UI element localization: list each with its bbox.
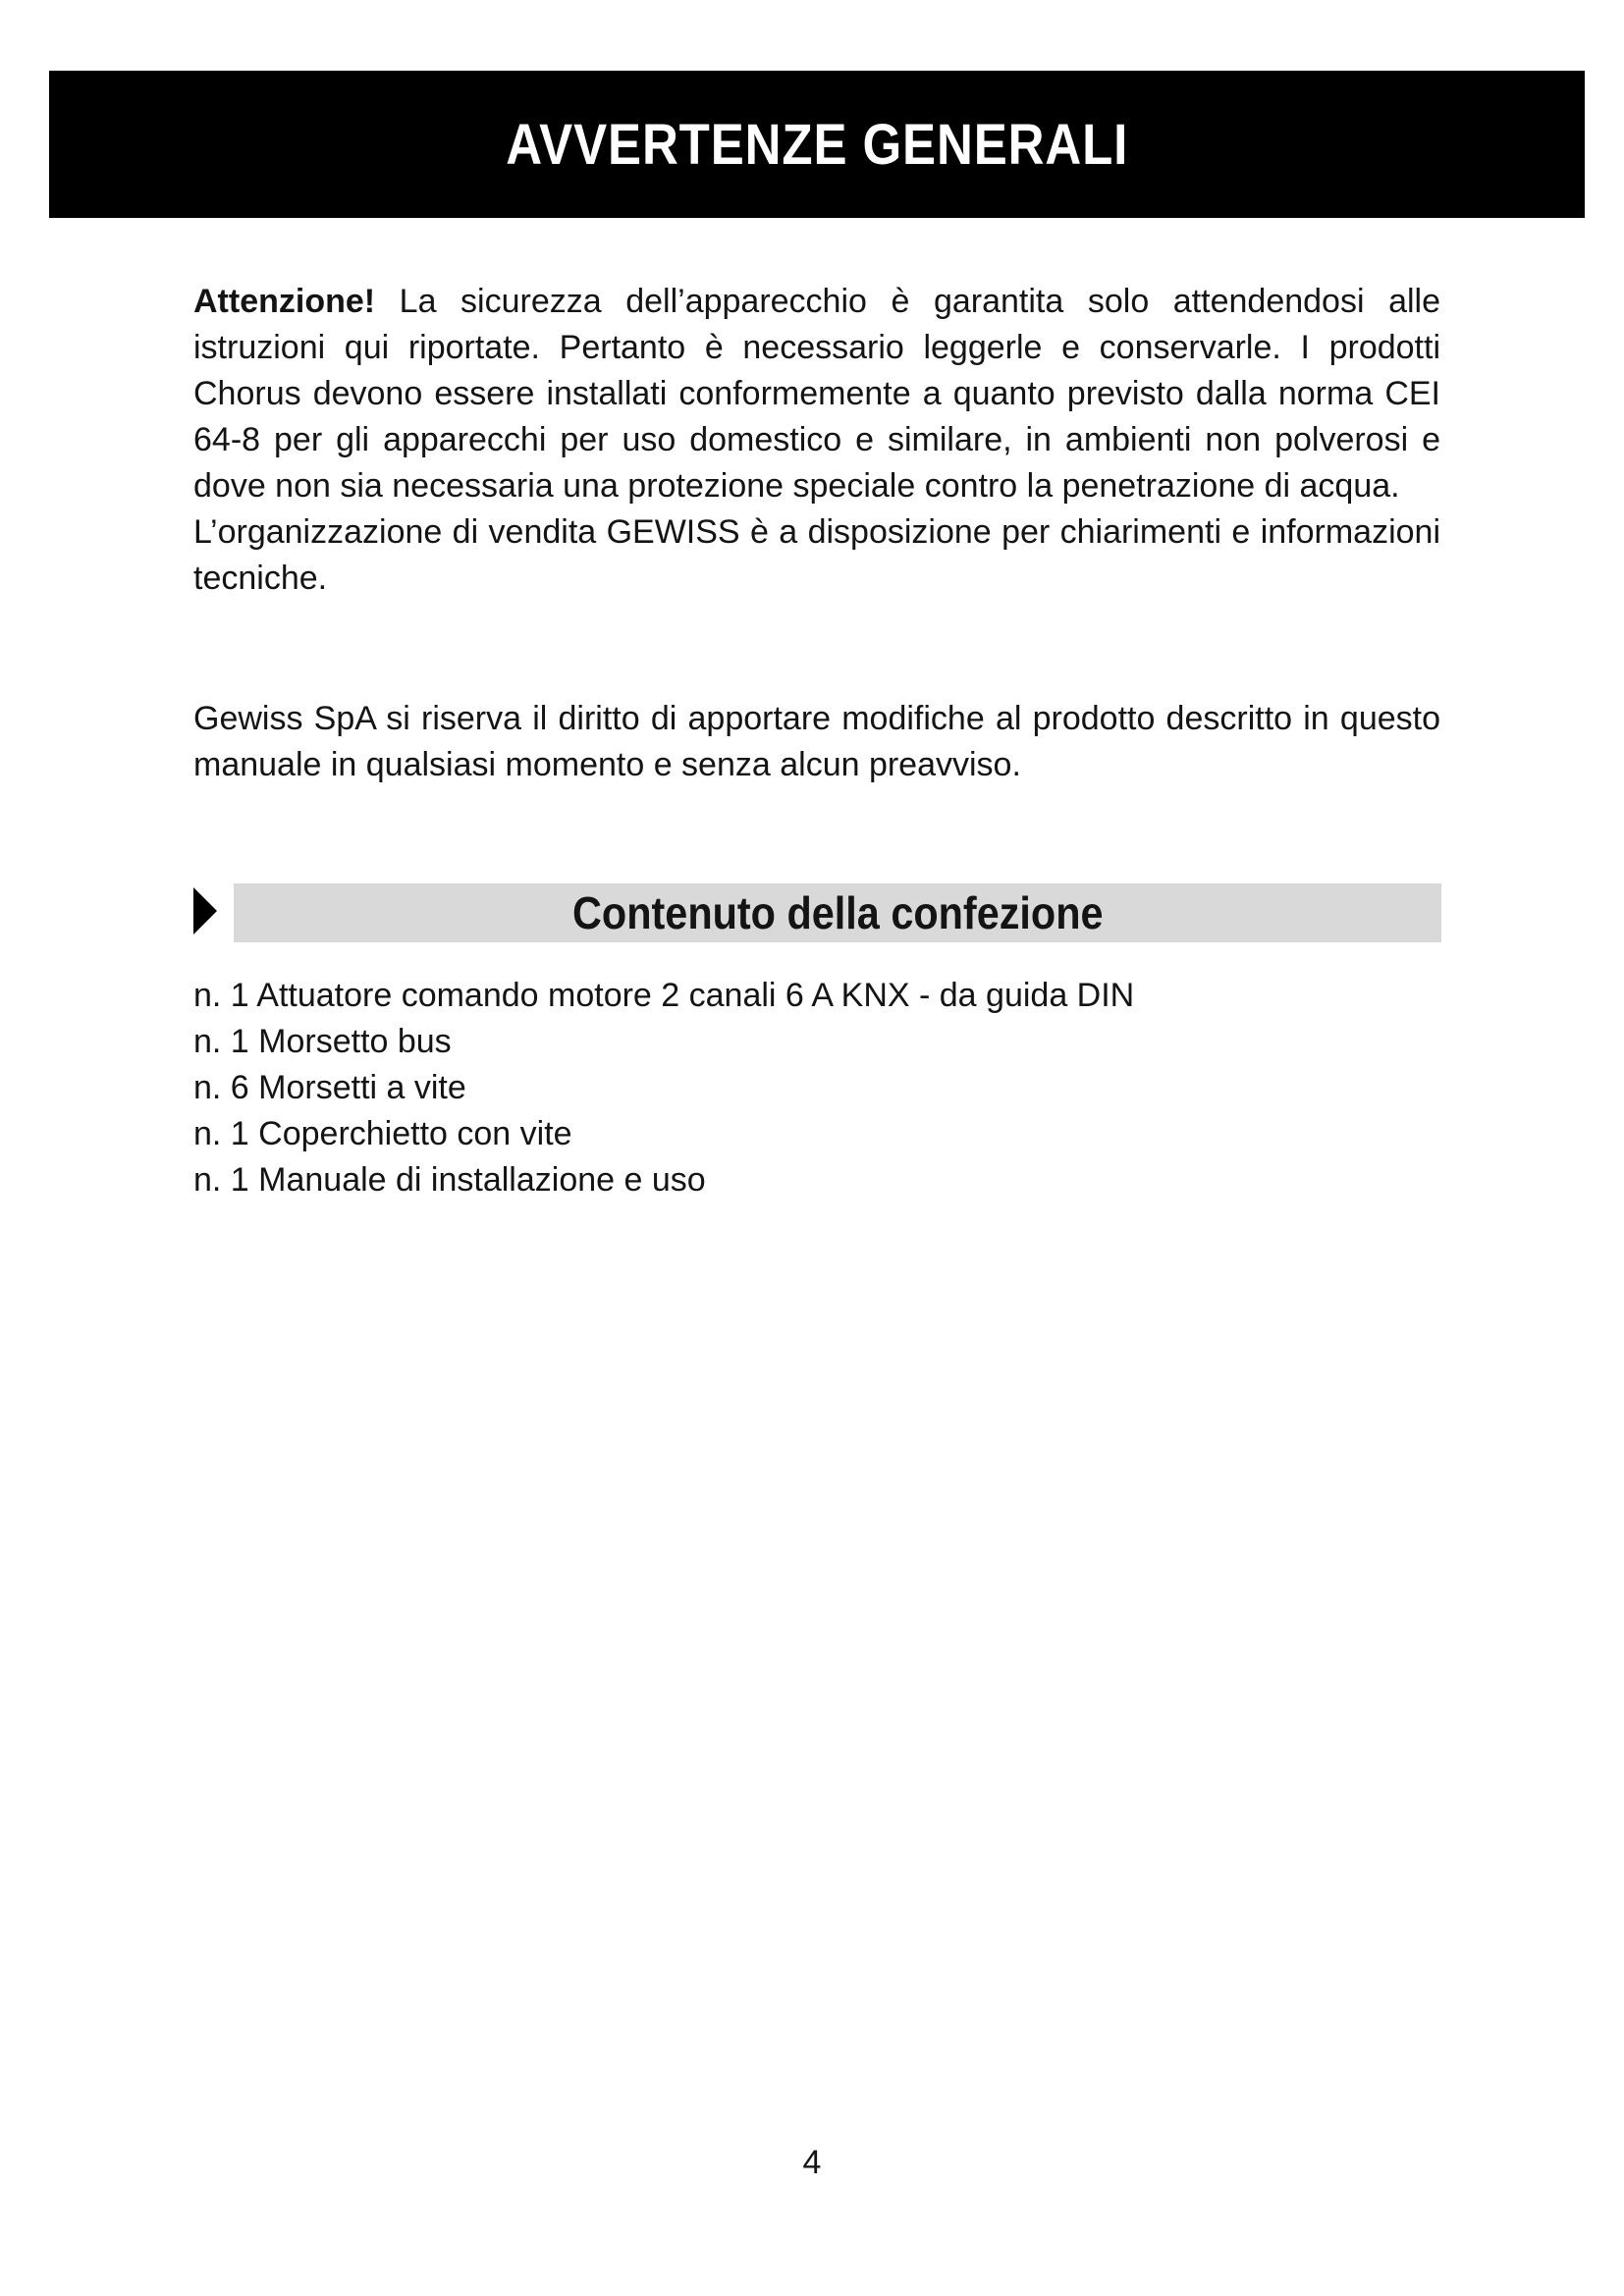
list-item: n. 6 Morsetti a vite: [193, 1069, 466, 1106]
notice-text: Gewiss SpA si riserva il diritto di apportare modifiche al prodotto descritto in questo manuale in qualsiasi momento e senza alcun preavviso.: [193, 700, 1440, 783]
section-title: Contenuto della confezione: [571, 887, 1104, 938]
page-title: AVVERTENZE GENERALI: [506, 112, 1128, 177]
warning-text: [193, 279, 1440, 509]
section-header: [234, 883, 1441, 942]
list-item: n. 1 Coperchietto con vite: [193, 1115, 572, 1152]
section-arrow-icon: [193, 887, 217, 934]
package-contents-list: [193, 973, 1134, 1203]
page-header-banner: [49, 71, 1585, 218]
page-number: 4: [802, 2144, 822, 2181]
warning-lead: Attenzione!: [193, 283, 376, 320]
list-item: n. 1 Morsetto bus: [193, 1023, 452, 1060]
warning-body: La sicurezza dell’apparecchio è garantita solo attendendosi alle istruzioni qui riportate. Pertanto è necessario leggerle e conservarle. I prodotti Chorus devono essere installati conformemente a quanto previsto dalla norma CEI 64-8 per gli apparecchi per uso domestico e similare, in ambienti non polverosi e dove non sia necessaria una protezione speciale contro la penetrazione di acqua.: [193, 283, 1440, 505]
list-item: n. 1 Attuatore comando motore 2 canali 6 A KNX - da guida DIN: [193, 977, 1135, 1014]
warning-paragraph: [193, 279, 1440, 602]
contact-text: L’organizzazione di vendita GEWISS è a disposizione per chiarimenti e informazioni tecniche.: [193, 513, 1440, 597]
modification-notice: [193, 696, 1440, 788]
list-item: n. 1 Manuale di installazione e uso: [193, 1161, 706, 1199]
